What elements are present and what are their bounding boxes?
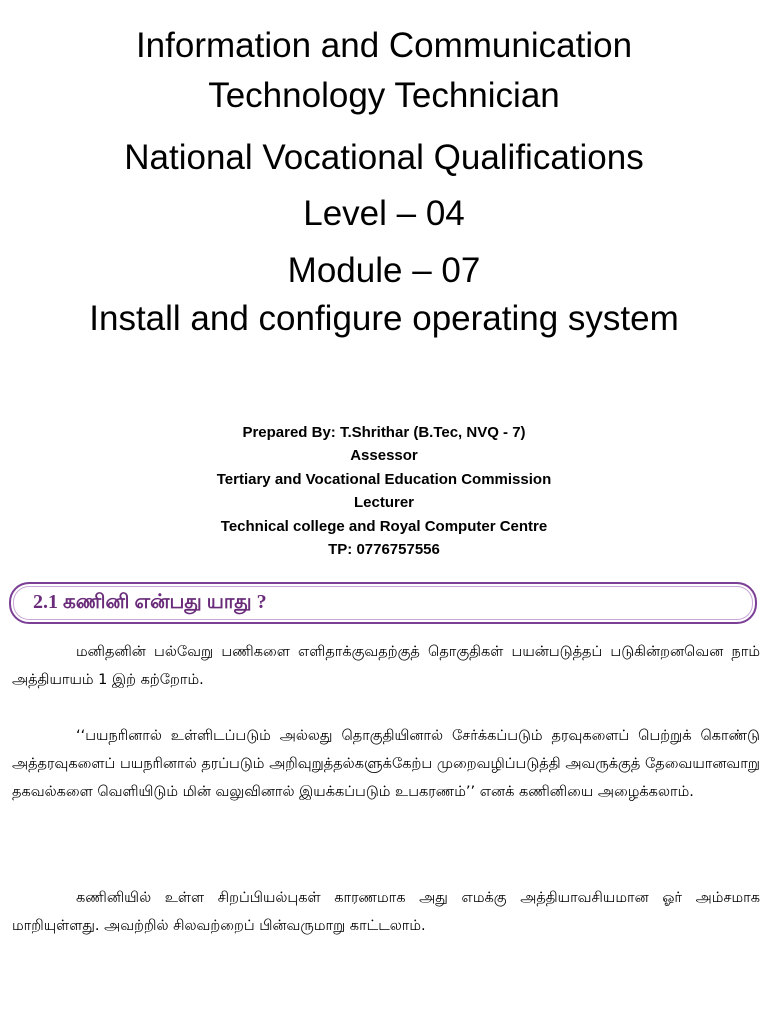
- cover-subtitle: National Vocational Qualifications: [124, 138, 644, 177]
- paragraph-intro: மனிதனின் பல்வேறு பணிகளை எளிதாக்குவதற்குத் தொகுதிகள் பயன்படுத்தப் படுகின்றனவென நாம் அத்தியாயம் 1 இற் கற்றோம்.: [12, 644, 760, 688]
- paragraph-characteristics: கணினியில் உள்ள சிறப்பியல்புகள் காரணமாக அது எமக்கு அத்தியாவசியமான ஓர் அம்சமாக மாறியுள்ளது. அவற்றில் சிலவற்றைப் பின்வருமாறு காட்டலாம்.: [12, 890, 760, 934]
- paragraph-definition: ‘‘பயநரினால் உள்ளிடப்படும் அல்லது தொகுதியினால் சேர்க்கப்படும் தரவுகளைப் பெற்றுக் கொண்டு அத்தரவுகளைப் பயநரினால் தரப்படும் அறிவுறுத்தல்களுக்கேற்ப முறைவழிப்படுத்தி அவருக்குத் தேவையானவாறு தகவல்களை வெளியிடும் மின் வலுவினால் இயக்கப்படும் உபகரணம்’’ எனக் கணினியை அழைக்கலாம்.: [12, 728, 760, 800]
- prepared-by-block: [0, 421, 768, 561]
- cover-title: [0, 22, 768, 120]
- college-name: Technical college and Royal Computer Centre: [220, 517, 548, 535]
- cover-module: Module – 07: [287, 251, 481, 290]
- cover-module-title: Install and configure operating system: [89, 299, 679, 338]
- cover-level: Level – 04: [303, 194, 465, 233]
- cover-title-line1: Information and Communication: [135, 26, 633, 65]
- section-heading-box: [9, 582, 757, 624]
- phone-number: TP: 0776757556: [328, 541, 440, 559]
- prepared-by-line: Prepared By: T.Shrithar (B.Tec, NVQ - 7): [242, 424, 526, 441]
- role-assessor: Assessor: [350, 447, 418, 465]
- cover-title-line2: Technology Technician: [208, 76, 560, 115]
- commission-name: Tertiary and Vocational Education Commission: [216, 470, 552, 488]
- role-lecturer: Lecturer: [353, 494, 415, 512]
- section-heading: 2.1 கணினி என்பது யாது ?: [33, 591, 267, 613]
